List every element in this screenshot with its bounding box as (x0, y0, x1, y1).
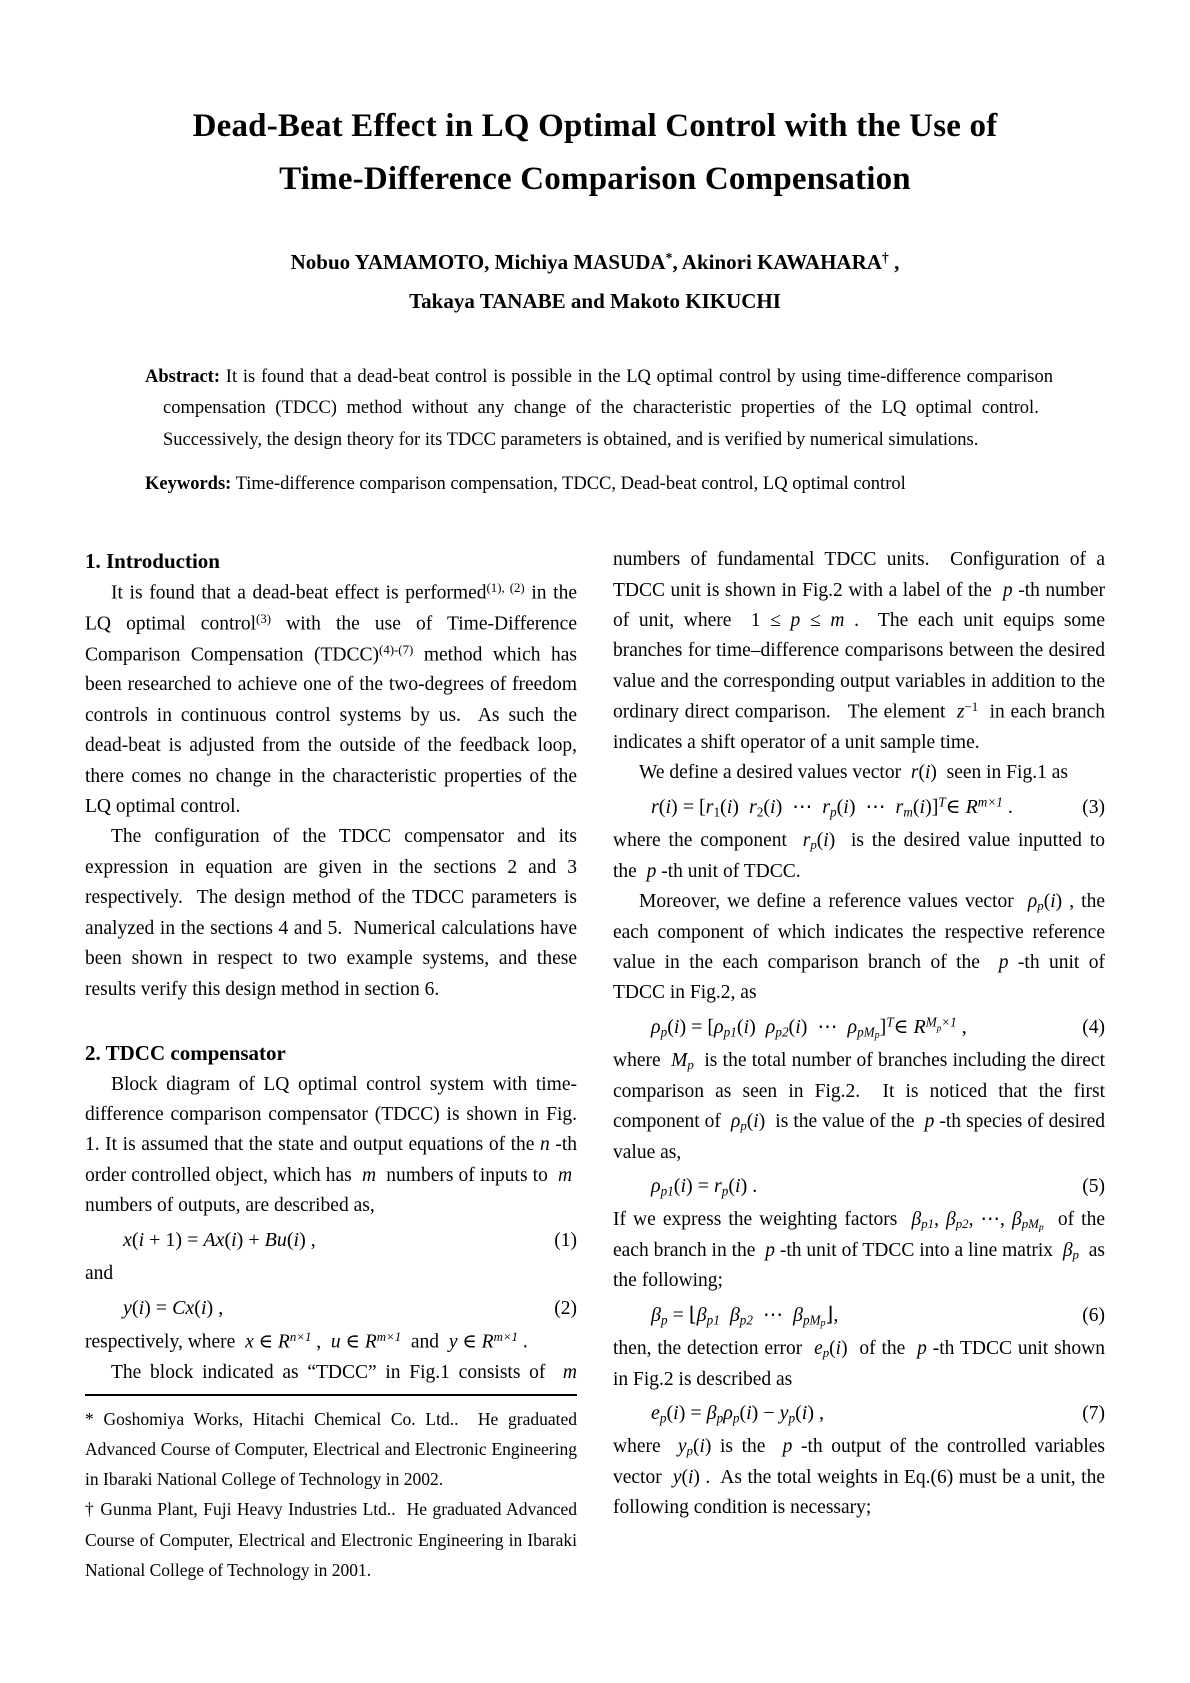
tdcc-paragraph-4: numbers of fundamental TDCC units. Configuration of a TDCC unit is shown in Fig.2 with a label of the p -th number of unit, where 1 ≤ p ≤ m . The each unit equips some branches for time–difference comparisons between the desired value and the corresponding output variables in addition to the ordinary direct comparison. The element $z^{-1}$ in each branch indicates a shift operator of a unit sample time. (613, 549, 1106, 754)
tdcc-paragraph-6: where the component rp(i) is the desired value inputted to the p -th unit of TDCC. (613, 830, 1106, 882)
footnote-kawahara: † Gunma Plant, Fuji Heavy Industries Ltd.. He graduated Advanced Course of Computer, Electrical and Electronic Engineering in Ibaraki National College of Technology in 2001. (85, 1499, 577, 1580)
equation-5-body: ρp1(i) = rp(i) . (651, 1174, 758, 1199)
tdcc-paragraph-10: then, the detection error ep(i) of the p -th TDCC unit shown in Fig.2 is described as (613, 1338, 1105, 1390)
equation-7-number: (7) (1082, 1402, 1105, 1424)
equation-7 (613, 1398, 1105, 1429)
tdcc-paragraph-2: respectively, where x ∈ $R^{n\times 1}$ , u ∈ $R^{m\times 1}$ and y ∈ $R^{m\times 1}$ . (85, 1329, 528, 1353)
right-column (613, 545, 1105, 1585)
two-column-body (85, 545, 1105, 1585)
tdcc-paragraph-1: Block diagram of LQ optimal control system with time-difference comparison compensator (TDCC) is shown in Fig. 1. It is assumed that the state and output equations of the n -th order controlled object, which has m numbers of inputs to m numbers of outputs, are described as, (85, 1073, 577, 1217)
equation-1 (85, 1225, 577, 1256)
equation-7-body: ep(i) = βpρp(i) − yp(i) , (651, 1401, 825, 1426)
and-connector: and (85, 1263, 114, 1285)
intro-paragraph-1: It is found that a dead-beat effect is performed$^{(1), (2)}$ in the LQ optimal control$^{(3)}$ with the use of Time-Difference Comparison Compensation (TDCC)$^{(4)-(7)}$ method which has been researched to achieve one of the two-degrees of freedom controls in continuous control systems by us. As such the dead-beat is adjusted from the outside of the feedback loop, there comes no change in the characteristic properties of the LQ optimal control. (85, 580, 578, 818)
keywords-label: Keywords: (145, 473, 232, 494)
abstract (145, 362, 1053, 455)
equation-2-number: (2) (554, 1297, 577, 1319)
paper-title (85, 100, 1105, 206)
equation-3-number: (3) (1082, 796, 1105, 818)
equation-1-body: x(i + 1) = Ax(i) + Bu(i) , (123, 1228, 316, 1251)
title-line-1: Dead-Beat Effect in LQ Optimal Control with the Use of (192, 108, 998, 144)
abstract-text: It is found that a dead-beat control is possible in the LQ optimal control by using time-difference comparison compensation (TDCC) method without any change of the characteristic properties of the LQ optimal control. Successively, the design theory for its TDCC parameters is obtained, and is verified by numerical simulations. (163, 367, 1053, 450)
equation-6-body: βp = ⌊βp1 βp2 ⋯ βpM$_p$⌋, (651, 1303, 839, 1329)
authors-line-2: Takaya TANABE and Makoto KIKUCHI (409, 288, 781, 313)
footnote-masuda: * Goshomiya Works, Hitachi Chemical Co. Ltd.. He graduated Advanced Course of Computer, Electrical and Electronic Engineering in Ibaraki National College of Technology in 2002. (85, 1409, 577, 1490)
equation-2-body: y(i) = Cx(i) , (123, 1296, 224, 1319)
equation-4 (613, 1012, 1105, 1044)
equation-5-number: (5) (1082, 1175, 1105, 1197)
equation-1-number: (1) (554, 1229, 577, 1251)
section-2-heading: 2. TDCC compensator (85, 1040, 286, 1065)
tdcc-paragraph-5: We define a desired values vector r(i) seen in Fig.1 as (639, 762, 1068, 784)
tdcc-paragraph-3: The block indicated as “TDCC” in Fig.1 consists of m (111, 1361, 577, 1383)
equation-5 (613, 1171, 1105, 1202)
equation-6 (613, 1300, 1105, 1332)
keywords (145, 470, 1053, 500)
equation-3-body: r(i) = [r1(i) r2(i) ⋯ rp(i) ⋯ rm(i)]$^T$∈ $R^{m\times 1}$ . (651, 794, 1013, 820)
tdcc-paragraph-11: where yp(i) is the p -th output of the controlled variables vector y(i) . As the total weights in Eq.(6) must be a unit, the following condition is necessary; (613, 1436, 1106, 1519)
equation-4-body: ρp(i) = [ρp1(i) ρp2(i) ⋯ ρpM$_p$]$^T$∈ $R^Mp^{\times 1}$ , (651, 1014, 967, 1041)
title-line-2: Time-Difference Comparison Compensation (279, 160, 911, 197)
equation-2 (85, 1293, 577, 1324)
tdcc-paragraph-8: where Mp is the total number of branches including the direct comparison as seen in Fig.2. It is noticed that the first component of ρp(i) is the value of the p -th species of desired value as, (613, 1050, 1105, 1163)
equation-6-number: (6) (1082, 1304, 1105, 1326)
footnote-divider (85, 1394, 577, 1396)
authors-line-1: Nobuo YAMAMOTO, Michiya MASUDA*, Akinori KAWAHARA† , (290, 249, 900, 274)
equation-4-number: (4) (1082, 1016, 1105, 1038)
tdcc-paragraph-9: If we express the weighting factors βp1, βp2, ⋯, βpM$_p$ of the each branch in the p -th unit of TDCC into a line matrix βp as the following; (613, 1209, 1105, 1292)
tdcc-paragraph-7: Moreover, we define a reference values vector ρp(i) , the each component of which indicates the respective reference value in the each comparison branch of the p -th unit of TDCC in Fig.2, as (613, 891, 1106, 1004)
equation-3 (613, 792, 1105, 823)
abstract-label: Abstract: (145, 367, 221, 388)
keywords-text: Time-difference comparison compensation, TDCC, Dead-beat control, LQ optimal control (231, 473, 906, 494)
left-column (85, 545, 577, 1585)
intro-paragraph-2: The configuration of the TDCC compensator and its expression in equation are given in the sections 2 and 3 respectively. The design method of the TDCC parameters is analyzed in the sections 4 and 5. Numerical calculations have been shown in respect to two example systems, and these results verify this design method in section 6. (85, 826, 577, 1000)
section-1-heading: 1. Introduction (85, 549, 220, 574)
